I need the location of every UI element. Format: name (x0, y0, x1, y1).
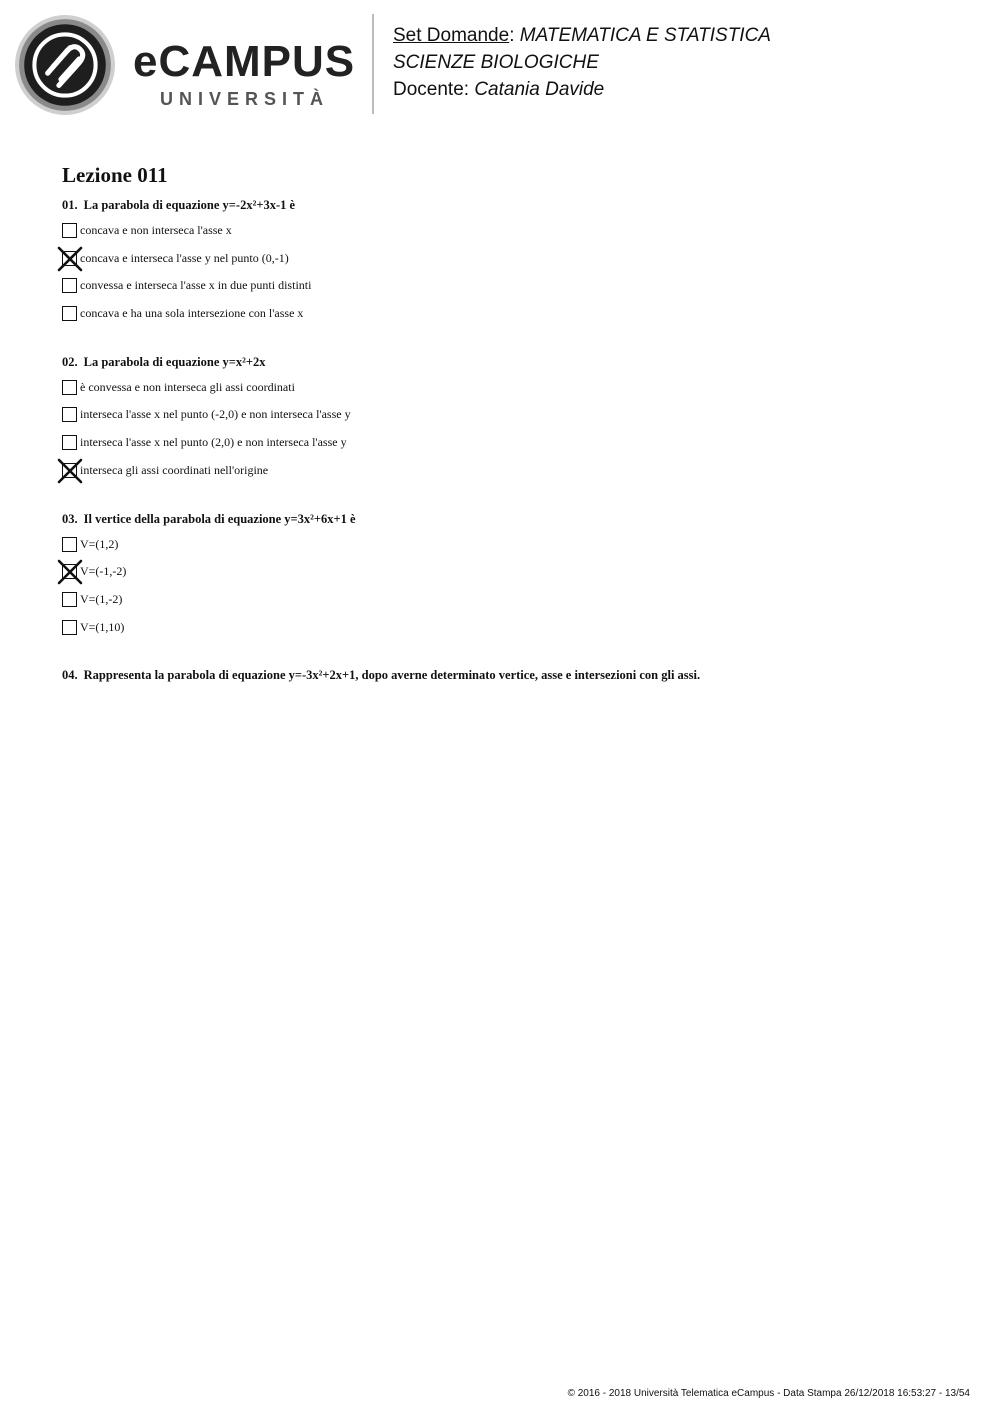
cross-mark-icon (57, 458, 83, 484)
answer-option[interactable] (62, 406, 962, 434)
docente-label: Docente: (393, 79, 470, 100)
question-number: 01. (62, 198, 78, 212)
question-number: 03. (62, 511, 78, 526)
cross-mark-icon (57, 559, 83, 585)
question-1 (62, 196, 962, 333)
answer-option[interactable] (62, 462, 962, 490)
option-text: concava e ha una sola intersezione con l'asse x (80, 306, 304, 321)
question-2 (62, 353, 962, 490)
checked-checkbox[interactable] (62, 251, 77, 266)
logo-subtitle: UNIVERSITÀ (160, 89, 330, 109)
answer-option[interactable] (62, 536, 962, 564)
checkbox[interactable] (62, 306, 77, 321)
option-text: V=(1,2) (80, 536, 119, 551)
checkbox[interactable] (62, 380, 77, 395)
answer-option[interactable] (62, 250, 962, 278)
checkbox[interactable] (62, 592, 77, 607)
option-text: V=(1,-2) (80, 591, 123, 606)
option-text: è convessa e non interseca gli assi coordinati (80, 379, 295, 394)
question-text (62, 196, 962, 214)
question-prompt: Rappresenta la parabola di equazione y=-3x²+2x+1, dopo averne determinato vertice, asse e intersezioni con gli assi. (83, 668, 701, 683)
checkbox[interactable] (62, 223, 77, 238)
set-value: MATEMATICA E STATISTICA (519, 25, 771, 46)
checkbox[interactable] (62, 278, 77, 293)
option-text: convessa e interseca l'asse x in due punti distinti (80, 278, 312, 293)
option-text: interseca gli assi coordinati nell'origine (80, 462, 269, 477)
checked-checkbox[interactable] (62, 463, 77, 478)
option-text: V=(-1,-2) (80, 564, 127, 579)
answer-option[interactable] (62, 563, 962, 591)
option-text: interseca l'asse x nel punto (2,0) e non interseca l'asse y (80, 435, 347, 450)
set-line: Set Domande: MATEMATICA E STATISTICA (393, 25, 771, 46)
option-text: V=(1,10) (80, 619, 125, 634)
answer-option[interactable] (62, 619, 962, 647)
checkbox[interactable] (62, 435, 77, 450)
page-header (0, 0, 1000, 130)
option-text: interseca l'asse x nel punto (-2,0) e non interseca l'asse y (80, 407, 351, 422)
question-number: 04. (62, 668, 78, 683)
question-text (62, 353, 962, 371)
checkbox[interactable] (62, 620, 77, 635)
answer-option[interactable] (62, 222, 962, 250)
set-label: Set Domande (393, 25, 510, 46)
question-text (62, 666, 962, 684)
question-prompt: La parabola di equazione y=-2x²+3x-1 è (83, 198, 296, 212)
page-footer: © 2016 - 2018 Università Telematica eCampus - Data Stampa 26/12/2018 16:53:27 - 13/54 (567, 1388, 970, 1399)
checked-checkbox[interactable] (62, 564, 77, 579)
checkbox[interactable] (62, 407, 77, 422)
option-text: concava e non interseca l'asse x (80, 223, 232, 237)
answer-option[interactable] (62, 277, 962, 305)
answer-option[interactable] (62, 591, 962, 619)
docente-line (393, 76, 771, 103)
answer-option[interactable] (62, 305, 962, 333)
option-text: concava e interseca l'asse y nel punto (0,-1) (80, 250, 289, 265)
docente-value: Catania Davide (474, 79, 605, 100)
question-number: 02. (62, 354, 78, 369)
question-list (62, 196, 962, 684)
course-name: SCIENZE BIOLOGICHE (393, 52, 599, 73)
header-info (393, 22, 771, 103)
question-3 (62, 510, 962, 647)
ecampus-emblem-icon (14, 14, 116, 116)
question-prompt: Il vertice della parabola di equazione y=3x²+6x+1 è (83, 511, 356, 526)
answer-option[interactable] (62, 379, 962, 407)
logo-wordmark: eCAMPUS (133, 37, 356, 86)
question-prompt: La parabola di equazione y=x²+2x (83, 354, 266, 369)
question-text (62, 510, 962, 528)
header-divider (372, 14, 374, 114)
checkbox[interactable] (62, 537, 77, 552)
quiz-content (62, 160, 962, 692)
cross-mark-icon (57, 246, 83, 272)
answer-option[interactable] (62, 434, 962, 462)
lesson-title: Lezione 011 (62, 163, 168, 187)
question-4 (62, 666, 962, 684)
